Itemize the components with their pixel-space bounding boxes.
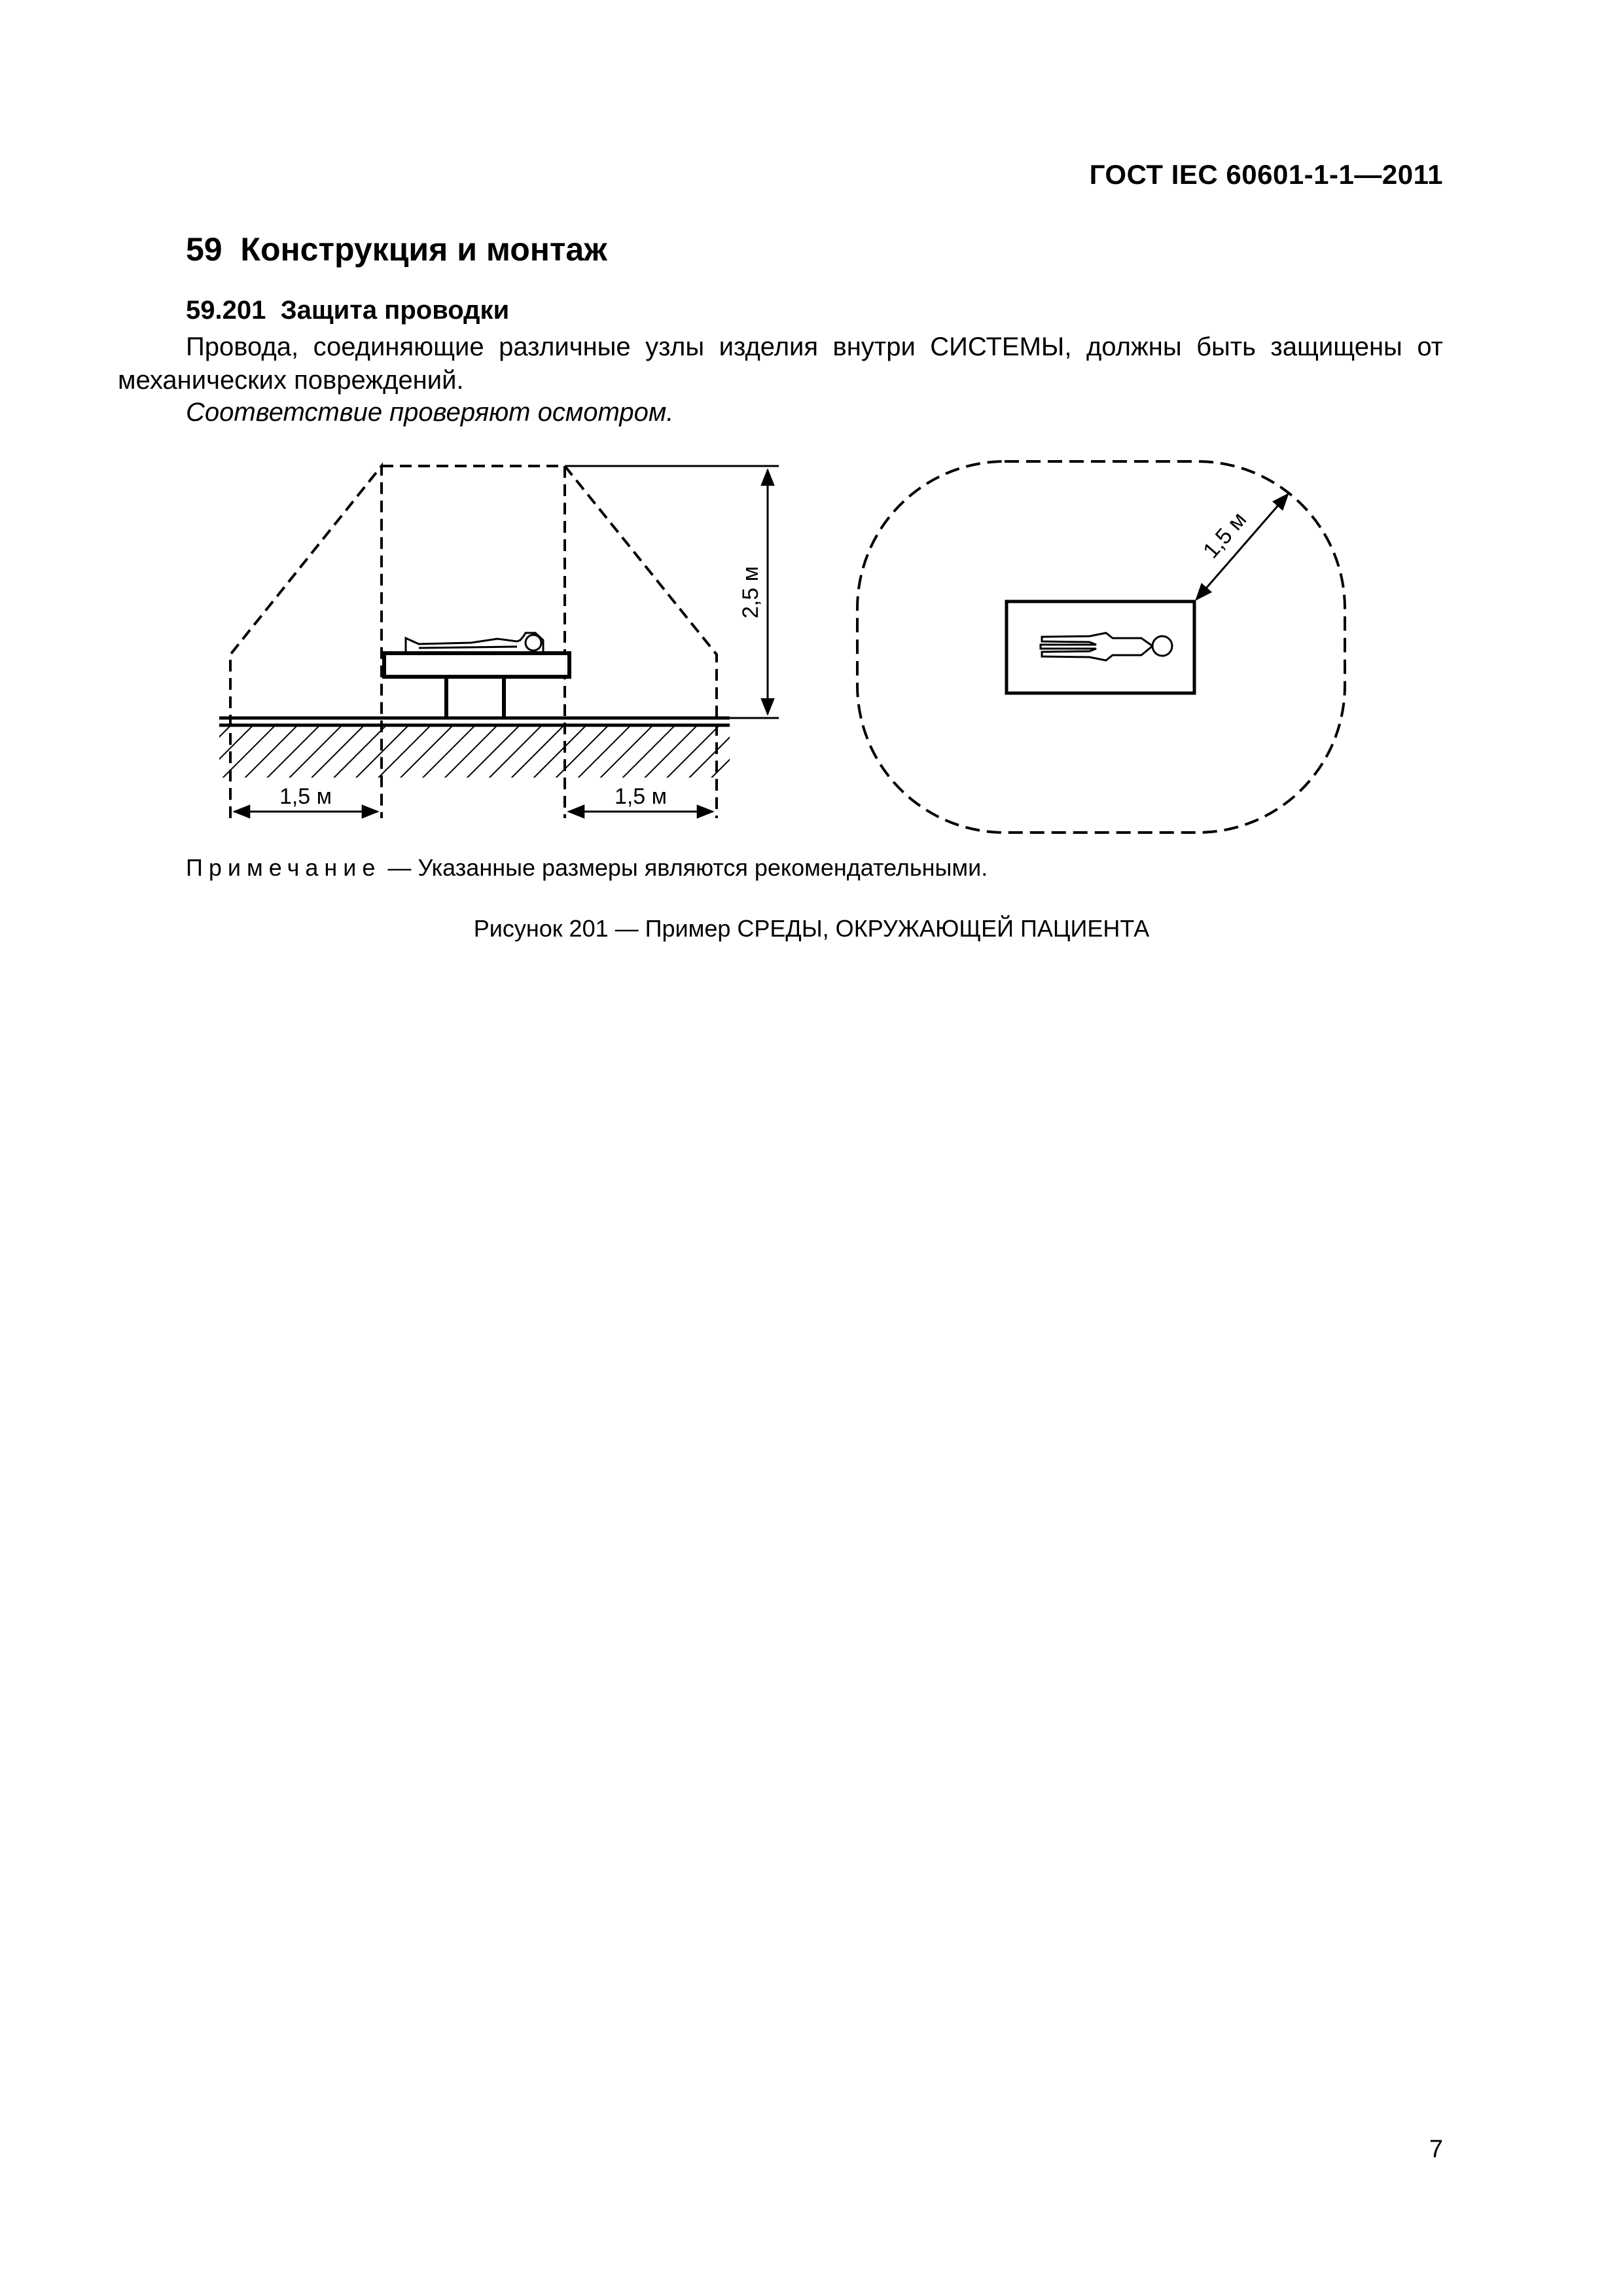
height-dimension-label: 2,5 м: [738, 565, 763, 619]
bed-outline-top: [1007, 601, 1194, 693]
left-dimension-label: 1,5 м: [279, 784, 332, 809]
subsection-title-text: Защита проводки: [280, 296, 510, 325]
top-view: [857, 461, 1345, 833]
subsection-number: 59.201: [186, 296, 266, 325]
requirement-paragraph: Провода, соединяющие различные узлы изделия внутри СИСТЕМЫ, должны быть защищены от механических повреждений.: [118, 332, 1443, 395]
compliance-check: Соответствие проверяют осмотром.: [186, 398, 674, 427]
figure-note: [186, 854, 988, 882]
section-title-text: Конструкция и монтаж: [240, 231, 607, 268]
note-text: — Указанные размеры являются рекомендательными.: [381, 854, 988, 881]
right-dimension-label: 1,5 м: [614, 784, 668, 809]
patient-top-icon: [1041, 633, 1172, 660]
side-view: [219, 466, 779, 818]
floor-hatching: [219, 725, 730, 778]
page-number: 7: [1429, 2136, 1443, 2163]
figure-caption: Рисунок 201 — Пример СРЕДЫ, ОКРУЖАЮЩЕЙ ПАЦИЕНТА: [473, 915, 1150, 942]
bed-top: [384, 653, 569, 677]
note-label: Примечание: [186, 854, 382, 881]
radius-dimension-label: 1,5 м: [1198, 507, 1252, 564]
standard-designation: ГОСТ IEC 60601-1-1—2011: [1089, 159, 1443, 190]
lying-patient-icon: [406, 633, 543, 652]
environment-boundary-top: [857, 461, 1345, 833]
patient-environment-figure: [0, 0, 1623, 903]
section-number: 59: [186, 231, 223, 268]
